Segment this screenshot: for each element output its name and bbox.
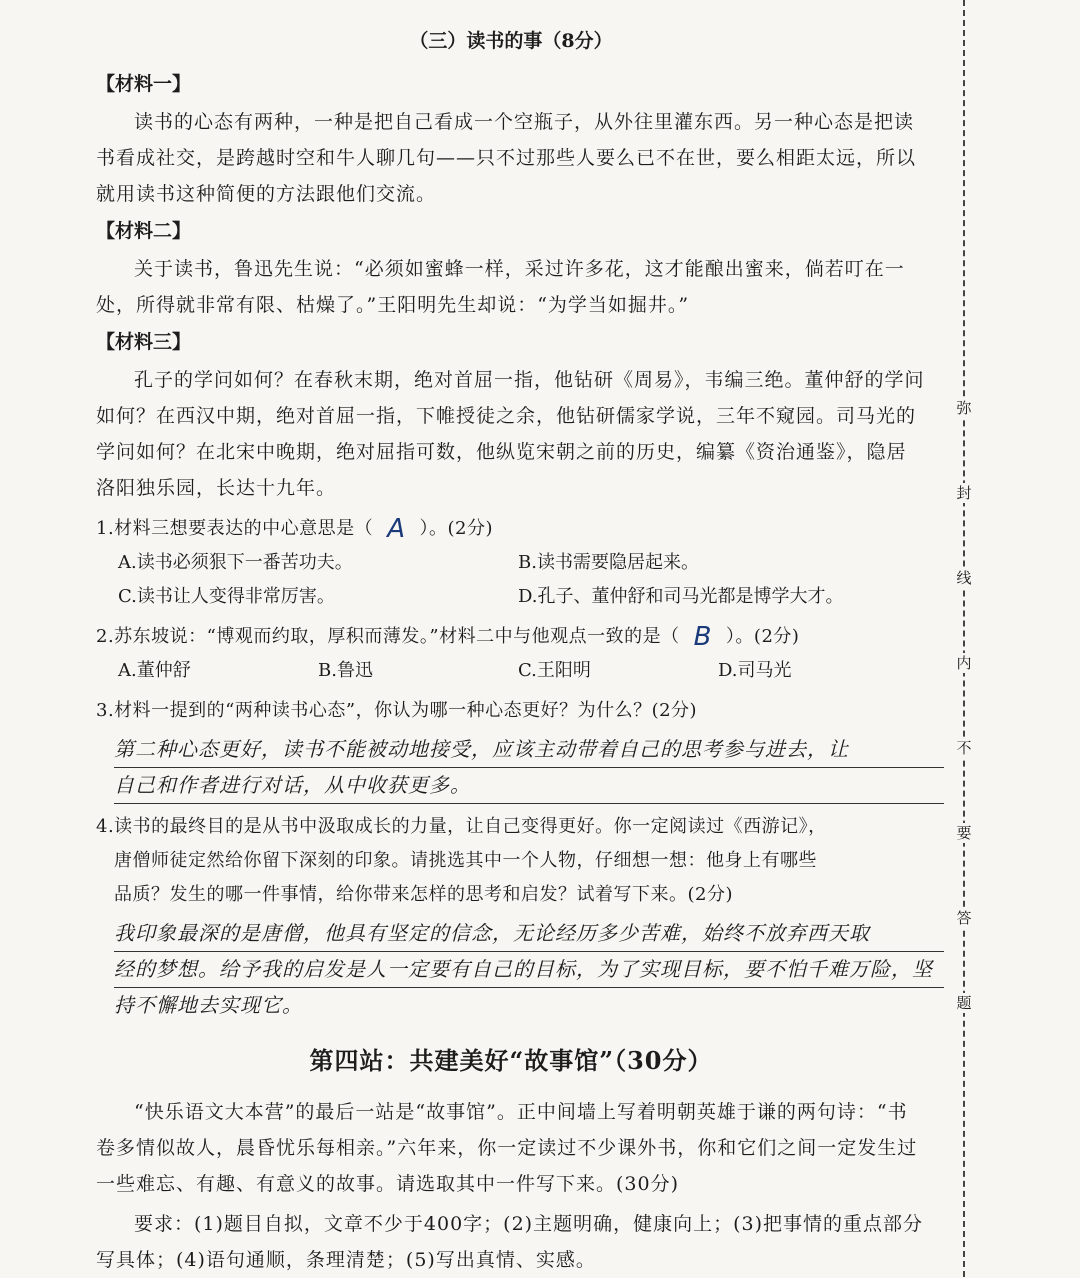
question-4 bbox=[96, 810, 940, 1023]
question-stem: 2.苏东坡说：“博观而约取，厚积而薄发。”材料二中与他观点一致的是（ bbox=[96, 626, 680, 647]
handwritten-answer: A bbox=[387, 514, 406, 544]
option-d: D.孔子、董仲舒和司马光都是博学大才。 bbox=[518, 586, 844, 607]
question-points: ）。(2分) bbox=[419, 518, 493, 539]
option-b: B.读书需要隐居起来。 bbox=[518, 552, 699, 573]
answer-line: 第二种心态更好，读书不能被动地接受，应该主动带着自己的思考参与进去，让 bbox=[114, 732, 944, 768]
seal-line-char: 封 bbox=[952, 483, 976, 503]
question-text: 3.材料一提到的“两种读书心态”，你认为哪一种心态更好？为什么？(2分) bbox=[96, 700, 698, 721]
handwritten-answer bbox=[114, 732, 944, 804]
handwritten-answer bbox=[114, 916, 944, 1023]
material-3 bbox=[96, 327, 940, 506]
question-line: 品质？发生的哪一件事情，给你带来怎样的思考和启发？试着写下来。(2分) bbox=[114, 884, 733, 905]
option-list bbox=[96, 546, 918, 614]
material-label: 【材料三】 bbox=[96, 331, 192, 353]
material-text: 关于读书，鲁迅先生说：“必须如蜜蜂一样，采过许多花，这才能酿出蜜来，倘若叮在一处，所得就非常有限、枯燥了。”王阳明先生却说：“为学当如掘井。” bbox=[96, 258, 905, 316]
seal-line bbox=[963, 0, 965, 1277]
answer-line: 自己和作者进行对话，从中收获更多。 bbox=[114, 768, 944, 804]
question-points: ）。(2分) bbox=[725, 626, 800, 647]
seal-line-char: 答 bbox=[952, 908, 976, 928]
material-text: 读书的心态有两种，一种是把自己看成一个空瓶子，从外往里灌东西。另一种心态是把读书看成社交，是跨越时空和牛人聊几句——只不过那些人要么已不在世，要么相距太远，所以就用读书这种简便的方法跟他们交流。 bbox=[96, 111, 917, 205]
option-d: D.司马光 bbox=[718, 660, 792, 681]
question-stem: 1.材料三想要表达的中心意思是（ bbox=[96, 518, 374, 539]
seal-line-char: 题 bbox=[952, 993, 976, 1013]
answer-line: 经的梦想。给予我的启发是人一定要有自己的目标，为了实现目标，要不怕千难万险，坚 bbox=[114, 952, 944, 988]
section4-requirements: 要求：(1)题目自拟，文章不少于400字；(2)主题明确，健康向上；(3)把事情的重点部分写具体；(4)语句通顺，条理清楚；(5)写出真情、实感。 bbox=[96, 1213, 924, 1271]
seal-line-char: 要 bbox=[952, 823, 976, 843]
material-label: 【材料一】 bbox=[96, 73, 192, 95]
question-1 bbox=[96, 512, 940, 614]
handwritten-answer: B bbox=[693, 622, 712, 652]
seal-line-char: 不 bbox=[952, 738, 976, 758]
option-list bbox=[96, 654, 918, 688]
answer-line: 我印象最深的是唐僧，他具有坚定的信念，无论经历多少苦难，始终不放弃西天取 bbox=[114, 916, 944, 952]
seal-line-char: 弥 bbox=[952, 398, 976, 418]
question-text bbox=[96, 810, 926, 912]
seal-line-char: 线 bbox=[952, 568, 976, 588]
material-2 bbox=[96, 216, 940, 323]
material-text: 孔子的学问如何？在春秋末期，绝对首屈一指，他钻研《周易》，韦编三绝。董仲舒的学问如何？在西汉中期，绝对首屈一指，下帷授徒之余，他钻研儒家学说，三年不窥园。司马光的学问如何？在北宋中晚期，绝对屈指可数，他纵览宋朝之前的历史，编纂《资治通鉴》，隐居洛阳独乐园，长达十九年。 bbox=[96, 369, 925, 499]
question-2 bbox=[96, 620, 940, 688]
question-text bbox=[96, 620, 926, 654]
option-a: A.读书必须狠下一番苦功夫。 bbox=[118, 552, 353, 573]
question-line: 唐僧师徒定然给你留下深刻的印象。请挑选其中一个人物，仔细想一想：他身上有哪些 bbox=[114, 850, 817, 871]
option-c: C.读书让人变得非常厉害。 bbox=[118, 586, 335, 607]
seal-line-char: 内 bbox=[952, 653, 976, 673]
question-text bbox=[96, 512, 926, 546]
answer-line: 持不懈地去实现它。 bbox=[114, 993, 303, 1017]
material-label: 【材料二】 bbox=[96, 220, 192, 242]
option-c: C.王阳明 bbox=[518, 660, 591, 681]
question-3 bbox=[96, 694, 940, 804]
section4-prompt: “快乐语文大本营”的最后一站是“故事馆”。正中间墙上写着明朝英雄于谦的两句诗：“书卷多情似故人，晨昏忧乐每相亲。”六年来，你一定读过不少课外书，你和它们之间一定发生过一些难忘、有趣、有意义的故事。请选取其中一件写下来。(30分) bbox=[96, 1101, 918, 1195]
material-1 bbox=[96, 69, 940, 212]
section-title-reading: （三）读书的事（8分） bbox=[409, 30, 613, 52]
option-b: B.鲁迅 bbox=[318, 660, 373, 681]
question-line: 4.读书的最终目的是从书中汲取成长的力量，让自己变得更好。你一定阅读过《西游记》， bbox=[96, 816, 827, 837]
section-title-story-hall: 第四站：共建美好“故事馆”（30分） bbox=[309, 1046, 713, 1075]
option-a: A.董仲舒 bbox=[118, 660, 191, 681]
